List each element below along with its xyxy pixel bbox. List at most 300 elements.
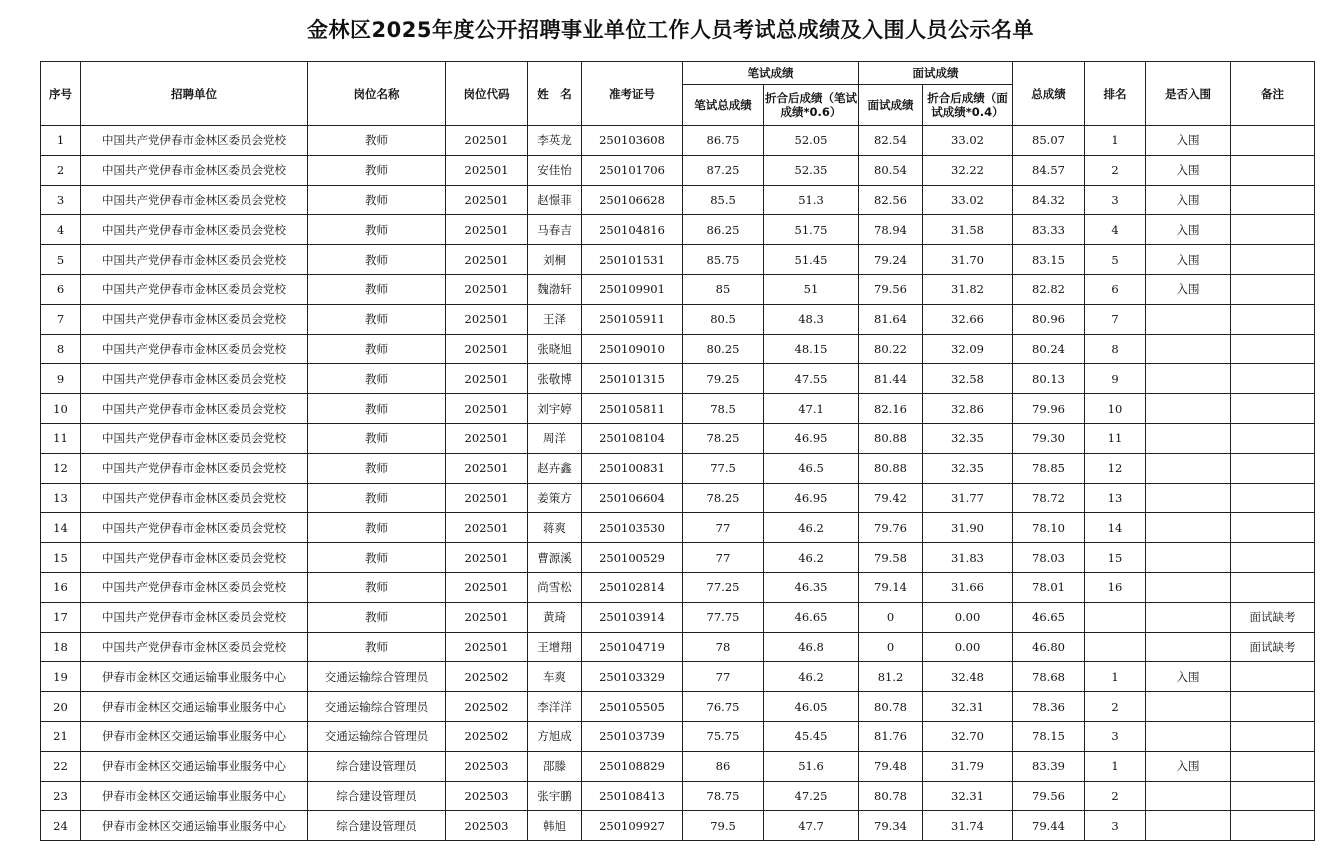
cell-ticket: 250105911 (582, 304, 683, 334)
cell-shortlisted (1146, 334, 1231, 364)
cell-written-converted: 45.45 (764, 721, 859, 751)
cell-interview-total: 80.78 (859, 781, 923, 811)
cell-ticket: 250101706 (582, 155, 683, 185)
cell-position: 教师 (308, 155, 446, 185)
table-header (41, 62, 1315, 126)
cell-interview-converted: 31.83 (923, 543, 1013, 573)
table-row (41, 692, 1315, 722)
cell-remark (1231, 185, 1315, 215)
header-seq: 序号 (41, 62, 81, 126)
cell-code: 202501 (446, 632, 528, 662)
cell-seq: 13 (41, 483, 81, 513)
cell-seq: 2 (41, 155, 81, 185)
cell-code: 202501 (446, 334, 528, 364)
cell-position: 教师 (308, 215, 446, 245)
cell-interview-converted: 0.00 (923, 602, 1013, 632)
cell-written-converted: 47.25 (764, 781, 859, 811)
cell-shortlisted: 入围 (1146, 274, 1231, 304)
cell-remark (1231, 781, 1315, 811)
header-name: 姓 名 (528, 62, 582, 126)
cell-rank: 10 (1085, 394, 1146, 424)
cell-total: 85.07 (1013, 126, 1085, 156)
cell-rank: 1 (1085, 126, 1146, 156)
cell-interview-converted: 32.66 (923, 304, 1013, 334)
cell-position: 教师 (308, 453, 446, 483)
cell-seq: 4 (41, 215, 81, 245)
cell-code: 202501 (446, 543, 528, 573)
cell-total: 80.96 (1013, 304, 1085, 334)
cell-rank: 12 (1085, 453, 1146, 483)
header-total: 总成绩 (1013, 62, 1085, 126)
cell-written-converted: 46.2 (764, 543, 859, 573)
cell-position: 教师 (308, 245, 446, 275)
table-row (41, 632, 1315, 662)
cell-code: 202501 (446, 155, 528, 185)
cell-rank: 16 (1085, 572, 1146, 602)
cell-position: 教师 (308, 632, 446, 662)
table-row (41, 483, 1315, 513)
cell-ticket: 250104816 (582, 215, 683, 245)
cell-remark (1231, 274, 1315, 304)
cell-written-total: 77.25 (683, 572, 764, 602)
cell-unit: 中国共产党伊春市金林区委员会党校 (81, 364, 308, 394)
cell-code: 202501 (446, 304, 528, 334)
cell-ticket: 250100529 (582, 543, 683, 573)
cell-total: 78.01 (1013, 572, 1085, 602)
cell-interview-total: 81.2 (859, 662, 923, 692)
cell-name: 曹源溪 (528, 543, 582, 573)
cell-shortlisted (1146, 453, 1231, 483)
cell-interview-converted: 32.70 (923, 721, 1013, 751)
cell-interview-converted: 33.02 (923, 185, 1013, 215)
table-row (41, 215, 1315, 245)
header-written-converted: 折合后成绩（笔试成绩*0.6） (764, 85, 859, 126)
cell-shortlisted (1146, 781, 1231, 811)
cell-total: 78.85 (1013, 453, 1085, 483)
cell-ticket: 250103739 (582, 721, 683, 751)
cell-position: 教师 (308, 602, 446, 632)
cell-seq: 8 (41, 334, 81, 364)
cell-total: 78.72 (1013, 483, 1085, 513)
cell-written-total: 80.25 (683, 334, 764, 364)
cell-remark (1231, 543, 1315, 573)
cell-code: 202501 (446, 513, 528, 543)
cell-interview-total: 81.76 (859, 721, 923, 751)
cell-written-total: 78 (683, 632, 764, 662)
cell-rank: 1 (1085, 751, 1146, 781)
cell-interview-total: 81.64 (859, 304, 923, 334)
cell-name: 黄琦 (528, 602, 582, 632)
cell-interview-converted: 32.31 (923, 781, 1013, 811)
cell-shortlisted (1146, 632, 1231, 662)
cell-written-converted: 47.7 (764, 811, 859, 841)
header-interview-group: 面试成绩 (859, 62, 1013, 85)
cell-shortlisted (1146, 543, 1231, 573)
cell-unit: 伊春市金林区交通运输事业服务中心 (81, 721, 308, 751)
cell-written-converted: 46.2 (764, 662, 859, 692)
cell-seq: 9 (41, 364, 81, 394)
table-row (41, 543, 1315, 573)
cell-seq: 23 (41, 781, 81, 811)
cell-interview-total: 80.88 (859, 453, 923, 483)
cell-code: 202501 (446, 245, 528, 275)
cell-interview-converted: 32.48 (923, 662, 1013, 692)
cell-written-converted: 46.65 (764, 602, 859, 632)
cell-seq: 15 (41, 543, 81, 573)
table-row (41, 662, 1315, 692)
cell-ticket: 250103530 (582, 513, 683, 543)
cell-position: 综合建设管理员 (308, 811, 446, 841)
cell-name: 刘桐 (528, 245, 582, 275)
cell-total: 84.32 (1013, 185, 1085, 215)
cell-interview-total: 78.94 (859, 215, 923, 245)
cell-ticket: 250102814 (582, 572, 683, 602)
cell-rank: 13 (1085, 483, 1146, 513)
cell-code: 202501 (446, 453, 528, 483)
cell-rank: 9 (1085, 364, 1146, 394)
cell-position: 教师 (308, 483, 446, 513)
cell-shortlisted: 入围 (1146, 215, 1231, 245)
cell-position: 教师 (308, 364, 446, 394)
cell-seq: 20 (41, 692, 81, 722)
cell-unit: 伊春市金林区交通运输事业服务中心 (81, 811, 308, 841)
cell-remark (1231, 364, 1315, 394)
cell-shortlisted (1146, 602, 1231, 632)
cell-rank: 2 (1085, 155, 1146, 185)
cell-rank: 2 (1085, 692, 1146, 722)
cell-seq: 1 (41, 126, 81, 156)
cell-written-total: 86.25 (683, 215, 764, 245)
cell-name: 周洋 (528, 423, 582, 453)
cell-ticket: 250100831 (582, 453, 683, 483)
cell-interview-total: 0 (859, 632, 923, 662)
cell-name: 蒋爽 (528, 513, 582, 543)
cell-remark (1231, 483, 1315, 513)
cell-seq: 24 (41, 811, 81, 841)
cell-seq: 19 (41, 662, 81, 692)
cell-interview-total: 80.88 (859, 423, 923, 453)
cell-total: 78.03 (1013, 543, 1085, 573)
cell-written-total: 80.5 (683, 304, 764, 334)
cell-ticket: 250101531 (582, 245, 683, 275)
cell-ticket: 250103608 (582, 126, 683, 156)
cell-written-total: 76.75 (683, 692, 764, 722)
cell-unit: 中国共产党伊春市金林区委员会党校 (81, 394, 308, 424)
cell-total: 79.96 (1013, 394, 1085, 424)
cell-unit: 中国共产党伊春市金林区委员会党校 (81, 602, 308, 632)
cell-code: 202502 (446, 721, 528, 751)
cell-written-total: 86.75 (683, 126, 764, 156)
header-rank: 排名 (1085, 62, 1146, 126)
cell-written-converted: 46.2 (764, 513, 859, 543)
cell-code: 202501 (446, 126, 528, 156)
header-code: 岗位代码 (446, 62, 528, 126)
cell-written-total: 75.75 (683, 721, 764, 751)
cell-total: 82.82 (1013, 274, 1085, 304)
cell-unit: 伊春市金林区交通运输事业服务中心 (81, 751, 308, 781)
cell-total: 46.80 (1013, 632, 1085, 662)
cell-interview-converted: 33.02 (923, 126, 1013, 156)
cell-interview-total: 80.78 (859, 692, 923, 722)
header-ticket: 准考证号 (582, 62, 683, 126)
header-shortlisted: 是否入围 (1146, 62, 1231, 126)
cell-shortlisted (1146, 483, 1231, 513)
cell-written-converted: 48.3 (764, 304, 859, 334)
cell-seq: 5 (41, 245, 81, 275)
cell-code: 202503 (446, 811, 528, 841)
cell-position: 教师 (308, 423, 446, 453)
cell-written-converted: 46.35 (764, 572, 859, 602)
cell-interview-total: 79.56 (859, 274, 923, 304)
cell-interview-total: 79.48 (859, 751, 923, 781)
cell-name: 马春吉 (528, 215, 582, 245)
cell-shortlisted: 入围 (1146, 245, 1231, 275)
cell-name: 王增翔 (528, 632, 582, 662)
table-row (41, 423, 1315, 453)
cell-total: 79.44 (1013, 811, 1085, 841)
cell-interview-total: 79.34 (859, 811, 923, 841)
cell-interview-total: 79.24 (859, 245, 923, 275)
cell-seq: 16 (41, 572, 81, 602)
cell-seq: 3 (41, 185, 81, 215)
cell-unit: 中国共产党伊春市金林区委员会党校 (81, 453, 308, 483)
cell-remark (1231, 721, 1315, 751)
cell-ticket: 250108104 (582, 423, 683, 453)
cell-interview-total: 81.44 (859, 364, 923, 394)
cell-unit: 中国共产党伊春市金林区委员会党校 (81, 215, 308, 245)
table-row (41, 811, 1315, 841)
cell-total: 78.36 (1013, 692, 1085, 722)
cell-name: 魏渤轩 (528, 274, 582, 304)
cell-interview-converted: 32.09 (923, 334, 1013, 364)
cell-rank: 7 (1085, 304, 1146, 334)
cell-code: 202501 (446, 572, 528, 602)
table-row (41, 453, 1315, 483)
cell-written-total: 79.25 (683, 364, 764, 394)
cell-position: 综合建设管理员 (308, 781, 446, 811)
cell-written-total: 85 (683, 274, 764, 304)
cell-shortlisted: 入围 (1146, 662, 1231, 692)
cell-written-total: 85.5 (683, 185, 764, 215)
cell-remark: 面试缺考 (1231, 602, 1315, 632)
table-row (41, 334, 1315, 364)
cell-rank: 15 (1085, 543, 1146, 573)
cell-name: 方旭成 (528, 721, 582, 751)
cell-name: 安佳怡 (528, 155, 582, 185)
cell-unit: 中国共产党伊春市金林区委员会党校 (81, 245, 308, 275)
cell-written-total: 77.75 (683, 602, 764, 632)
cell-shortlisted (1146, 423, 1231, 453)
cell-written-total: 77 (683, 543, 764, 573)
cell-position: 综合建设管理员 (308, 751, 446, 781)
cell-remark (1231, 662, 1315, 692)
cell-rank (1085, 602, 1146, 632)
cell-total: 83.39 (1013, 751, 1085, 781)
cell-rank: 3 (1085, 185, 1146, 215)
cell-interview-converted: 32.58 (923, 364, 1013, 394)
cell-interview-total: 82.54 (859, 126, 923, 156)
cell-rank: 6 (1085, 274, 1146, 304)
cell-written-converted: 51.75 (764, 215, 859, 245)
cell-rank: 3 (1085, 811, 1146, 841)
cell-rank: 5 (1085, 245, 1146, 275)
cell-written-total: 77 (683, 513, 764, 543)
cell-interview-converted: 31.66 (923, 572, 1013, 602)
cell-code: 202501 (446, 602, 528, 632)
cell-seq: 12 (41, 453, 81, 483)
cell-remark (1231, 245, 1315, 275)
cell-unit: 中国共产党伊春市金林区委员会党校 (81, 483, 308, 513)
cell-interview-converted: 31.70 (923, 245, 1013, 275)
table-row (41, 364, 1315, 394)
cell-seq: 18 (41, 632, 81, 662)
table-row (41, 126, 1315, 156)
cell-ticket: 250103329 (582, 662, 683, 692)
cell-remark (1231, 513, 1315, 543)
table-row (41, 751, 1315, 781)
cell-written-converted: 48.15 (764, 334, 859, 364)
table-row (41, 274, 1315, 304)
cell-total: 78.68 (1013, 662, 1085, 692)
table-row (41, 155, 1315, 185)
table-row (41, 781, 1315, 811)
cell-interview-converted: 31.77 (923, 483, 1013, 513)
cell-code: 202501 (446, 423, 528, 453)
table-row (41, 721, 1315, 751)
cell-shortlisted (1146, 721, 1231, 751)
cell-seq: 14 (41, 513, 81, 543)
cell-name: 赵卉鑫 (528, 453, 582, 483)
cell-interview-total: 82.16 (859, 394, 923, 424)
cell-position: 教师 (308, 334, 446, 364)
cell-ticket: 250104719 (582, 632, 683, 662)
cell-total: 78.15 (1013, 721, 1085, 751)
cell-rank: 14 (1085, 513, 1146, 543)
cell-written-converted: 46.95 (764, 423, 859, 453)
cell-ticket: 250103914 (582, 602, 683, 632)
cell-code: 202501 (446, 185, 528, 215)
cell-rank: 11 (1085, 423, 1146, 453)
cell-remark (1231, 811, 1315, 841)
header-interview-total: 面试成绩 (859, 85, 923, 126)
cell-remark (1231, 155, 1315, 185)
cell-written-total: 77 (683, 662, 764, 692)
cell-written-total: 86 (683, 751, 764, 781)
table-row (41, 572, 1315, 602)
cell-remark (1231, 572, 1315, 602)
cell-ticket: 250106628 (582, 185, 683, 215)
cell-code: 202501 (446, 274, 528, 304)
cell-code: 202501 (446, 483, 528, 513)
cell-code: 202503 (446, 781, 528, 811)
cell-remark (1231, 126, 1315, 156)
cell-remark (1231, 692, 1315, 722)
cell-code: 202503 (446, 751, 528, 781)
cell-total: 80.13 (1013, 364, 1085, 394)
cell-unit: 中国共产党伊春市金林区委员会党校 (81, 155, 308, 185)
cell-code: 202502 (446, 662, 528, 692)
cell-unit: 中国共产党伊春市金林区委员会党校 (81, 126, 308, 156)
cell-shortlisted: 入围 (1146, 751, 1231, 781)
cell-interview-total: 0 (859, 602, 923, 632)
cell-unit: 中国共产党伊春市金林区委员会党校 (81, 185, 308, 215)
cell-remark (1231, 334, 1315, 364)
header-written-total: 笔试总成绩 (683, 85, 764, 126)
cell-name: 李英龙 (528, 126, 582, 156)
cell-code: 202501 (446, 364, 528, 394)
cell-unit: 中国共产党伊春市金林区委员会党校 (81, 423, 308, 453)
cell-remark (1231, 453, 1315, 483)
cell-interview-converted: 31.74 (923, 811, 1013, 841)
cell-total: 79.56 (1013, 781, 1085, 811)
cell-unit: 伊春市金林区交通运输事业服务中心 (81, 781, 308, 811)
cell-code: 202501 (446, 394, 528, 424)
cell-remark (1231, 304, 1315, 334)
cell-seq: 11 (41, 423, 81, 453)
cell-unit: 中国共产党伊春市金林区委员会党校 (81, 543, 308, 573)
cell-interview-total: 79.58 (859, 543, 923, 573)
cell-interview-converted: 32.86 (923, 394, 1013, 424)
cell-interview-total: 80.22 (859, 334, 923, 364)
cell-position: 交通运输综合管理员 (308, 662, 446, 692)
cell-rank: 3 (1085, 721, 1146, 751)
cell-written-total: 77.5 (683, 453, 764, 483)
cell-name: 张宇鹏 (528, 781, 582, 811)
cell-written-total: 85.75 (683, 245, 764, 275)
cell-interview-converted: 32.31 (923, 692, 1013, 722)
cell-shortlisted (1146, 572, 1231, 602)
header-position: 岗位名称 (308, 62, 446, 126)
cell-written-converted: 51.6 (764, 751, 859, 781)
cell-written-converted: 46.8 (764, 632, 859, 662)
cell-rank (1085, 632, 1146, 662)
table-row (41, 304, 1315, 334)
cell-written-converted: 52.05 (764, 126, 859, 156)
cell-position: 教师 (308, 394, 446, 424)
cell-written-total: 87.25 (683, 155, 764, 185)
cell-shortlisted (1146, 394, 1231, 424)
cell-unit: 中国共产党伊春市金林区委员会党校 (81, 274, 308, 304)
cell-shortlisted: 入围 (1146, 185, 1231, 215)
cell-name: 赵憬菲 (528, 185, 582, 215)
header-written-group: 笔试成绩 (683, 62, 859, 85)
cell-name: 车爽 (528, 662, 582, 692)
cell-position: 交通运输综合管理员 (308, 692, 446, 722)
cell-interview-converted: 0.00 (923, 632, 1013, 662)
cell-unit: 中国共产党伊春市金林区委员会党校 (81, 304, 308, 334)
cell-position: 教师 (308, 304, 446, 334)
cell-interview-converted: 32.35 (923, 423, 1013, 453)
table-row (41, 245, 1315, 275)
cell-total: 80.24 (1013, 334, 1085, 364)
cell-written-converted: 47.1 (764, 394, 859, 424)
cell-unit: 中国共产党伊春市金林区委员会党校 (81, 513, 308, 543)
table-row (41, 394, 1315, 424)
cell-total: 84.57 (1013, 155, 1085, 185)
cell-rank: 4 (1085, 215, 1146, 245)
cell-unit: 中国共产党伊春市金林区委员会党校 (81, 572, 308, 602)
cell-position: 教师 (308, 126, 446, 156)
cell-code: 202501 (446, 215, 528, 245)
cell-written-converted: 51 (764, 274, 859, 304)
cell-ticket: 250109901 (582, 274, 683, 304)
cell-remark (1231, 215, 1315, 245)
cell-written-converted: 46.5 (764, 453, 859, 483)
cell-rank: 1 (1085, 662, 1146, 692)
cell-ticket: 250105505 (582, 692, 683, 722)
cell-written-converted: 52.35 (764, 155, 859, 185)
header-unit: 招聘单位 (81, 62, 308, 126)
